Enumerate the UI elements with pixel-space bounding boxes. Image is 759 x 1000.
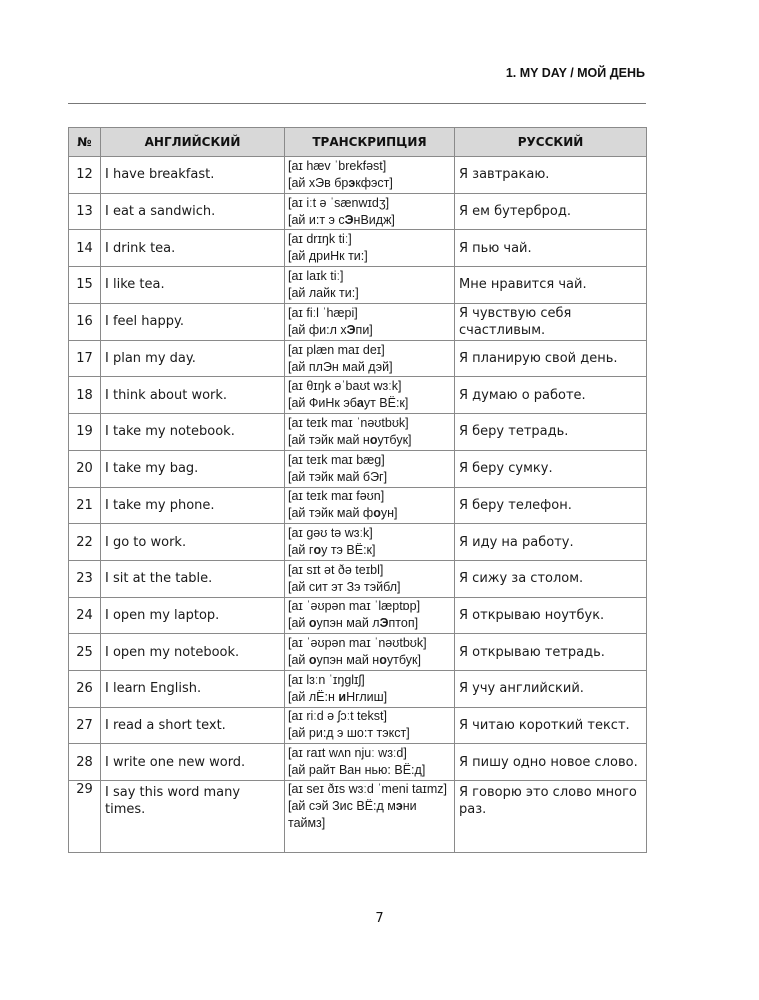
table-row xyxy=(69,781,647,853)
header-divider xyxy=(68,103,646,104)
table-row xyxy=(69,634,647,671)
table-row xyxy=(69,450,647,487)
table-row xyxy=(69,487,647,524)
english-phrase: I say this word many times. xyxy=(101,781,285,853)
transcription xyxy=(285,744,455,781)
table-row xyxy=(69,707,647,744)
transcription xyxy=(285,707,455,744)
english-phrase: I take my bag. xyxy=(101,450,285,487)
transcription xyxy=(285,193,455,230)
phonetic-segment: [ай сэй Зис ВЁ:д м xyxy=(288,799,396,813)
russian-phonetic-transcription xyxy=(288,689,451,706)
table-row xyxy=(69,597,647,634)
phonetic-segment: [ай сит эт Зэ тэйбл] xyxy=(288,579,401,594)
table-row xyxy=(69,524,647,561)
russian-translation: Я ем бутерброд. xyxy=(455,193,647,230)
table-row xyxy=(69,414,647,451)
ipa-transcription: [aɪ iːt ǝ ˈsænwɪdʒ] xyxy=(288,195,390,210)
transcription xyxy=(285,414,455,451)
phonetic-segment: ни таймз] xyxy=(288,799,417,830)
russian-translation: Я сижу за столом. xyxy=(455,560,647,597)
phonetic-segment: [ай г xyxy=(288,543,314,558)
phonetic-segment: ун] xyxy=(380,506,398,521)
english-phrase: I take my phone. xyxy=(101,487,285,524)
russian-translation: Я планирую свой день. xyxy=(455,340,647,377)
phonetic-segment: [ай фи:л х xyxy=(288,322,347,337)
row-number: 21 xyxy=(69,487,101,524)
russian-phonetic-transcription xyxy=(288,505,451,522)
phonetic-segment: пи] xyxy=(355,322,373,337)
table-row xyxy=(69,230,647,267)
row-number: 20 xyxy=(69,450,101,487)
ipa-transcription: [aɪ plæn maɪ deɪ] xyxy=(288,342,385,357)
ipa-transcription: [aɪ hæv ˈbrekfǝst] xyxy=(288,158,387,173)
transcription xyxy=(285,267,455,304)
phonetic-segment: [ай ри:д э шо:т тэкст] xyxy=(288,726,410,741)
ipa-transcription: [aɪ teɪk maɪ ˈnǝʊtbʊk] xyxy=(288,415,409,430)
ipa-transcription: [aɪ teɪk maɪ fǝʊn] xyxy=(288,489,385,504)
english-phrase: I open my laptop. xyxy=(101,597,285,634)
russian-phonetic-transcription xyxy=(288,175,451,192)
phonetic-segment: [ай тэйк май ф xyxy=(288,506,374,521)
english-phrase: I have breakfast. xyxy=(101,157,285,194)
row-number: 15 xyxy=(69,267,101,304)
phonetic-segment: [ай xyxy=(288,616,309,631)
transcription xyxy=(285,597,455,634)
ipa-transcription: [aɪ laɪk tiː] xyxy=(288,268,344,283)
english-phrase: I sit at the table. xyxy=(101,560,285,597)
phonetic-segment: [ай тэйк май н xyxy=(288,432,370,447)
russian-phonetic-transcription xyxy=(288,579,451,596)
russian-phonetic-transcription xyxy=(288,469,451,486)
table-row xyxy=(69,744,647,781)
stressed-vowel: Э xyxy=(346,322,356,337)
table-header-row xyxy=(69,128,647,157)
table-row xyxy=(69,377,647,414)
transcription xyxy=(285,487,455,524)
russian-translation: Я говорю это слово много раз. xyxy=(455,781,647,853)
stressed-vowel: о xyxy=(313,543,322,558)
ipa-transcription: [aɪ ˈǝʊpǝn maɪ ˈlæptɒp] xyxy=(288,599,421,614)
table-row xyxy=(69,193,647,230)
row-number: 27 xyxy=(69,707,101,744)
table-row xyxy=(69,340,647,377)
column-header-transcription: ТРАНСКРИПЦИЯ xyxy=(285,128,455,157)
english-phrase: I read a short text. xyxy=(101,707,285,744)
row-number: 24 xyxy=(69,597,101,634)
phonetic-segment: упэн май л xyxy=(316,616,380,631)
table-row xyxy=(69,670,647,707)
chapter-title: 1. MY DAY / МОЙ ДЕНЬ xyxy=(505,66,645,80)
phonetic-segment: [ай лЁ:н xyxy=(288,689,339,704)
russian-phonetic-transcription xyxy=(288,762,451,779)
russian-phonetic-transcription xyxy=(288,542,451,559)
phonetic-segment: [ай xyxy=(288,653,309,668)
phonetic-segment: [ай тэйк май бЭг] xyxy=(288,469,388,484)
transcription xyxy=(285,303,455,340)
russian-phonetic-transcription xyxy=(288,212,451,229)
russian-phonetic-transcription xyxy=(288,248,451,265)
russian-translation: Я открываю тетрадь. xyxy=(455,634,647,671)
row-number: 17 xyxy=(69,340,101,377)
english-phrase: I go to work. xyxy=(101,524,285,561)
row-number: 19 xyxy=(69,414,101,451)
russian-translation: Я беру сумку. xyxy=(455,450,647,487)
russian-translation: Я читаю короткий текст. xyxy=(455,707,647,744)
table-row xyxy=(69,157,647,194)
row-number: 16 xyxy=(69,303,101,340)
stressed-vowel: и xyxy=(338,689,347,704)
transcription xyxy=(285,634,455,671)
row-number: 26 xyxy=(69,670,101,707)
row-number: 29 xyxy=(69,781,101,853)
russian-phonetic-transcription xyxy=(288,285,451,302)
ipa-transcription: [aɪ riːd ǝ ʃɔːt tekst] xyxy=(288,709,387,724)
russian-phonetic-transcription xyxy=(288,798,451,832)
phonetic-segment: нВидж] xyxy=(353,212,395,227)
row-number: 18 xyxy=(69,377,101,414)
phonetic-segment: утбук] xyxy=(377,432,412,447)
ipa-transcription: [aɪ teɪk maɪ bæg] xyxy=(288,452,385,467)
phonetic-segment: [ай плЭн май дэй] xyxy=(288,359,393,374)
row-number: 13 xyxy=(69,193,101,230)
row-number: 14 xyxy=(69,230,101,267)
phonetic-segment: кфэст] xyxy=(355,175,393,190)
table-row xyxy=(69,267,647,304)
phonetic-segment: [ай хЭв бр xyxy=(288,175,349,190)
english-phrase: I write one new word. xyxy=(101,744,285,781)
russian-translation: Мне нравится чай. xyxy=(455,267,647,304)
row-number: 12 xyxy=(69,157,101,194)
phonetic-segment: ут ВЁ:к] xyxy=(363,396,409,411)
russian-phonetic-transcription xyxy=(288,359,451,376)
stressed-vowel: о xyxy=(308,616,317,631)
phonetic-segment: Нглиш] xyxy=(346,689,388,704)
table-row xyxy=(69,303,647,340)
russian-translation: Я беру телефон. xyxy=(455,487,647,524)
russian-translation: Я иду на работу. xyxy=(455,524,647,561)
ipa-transcription: [aɪ lɜːn ˈɪŋglɪʃ] xyxy=(288,672,365,687)
english-phrase: I learn English. xyxy=(101,670,285,707)
transcription xyxy=(285,377,455,414)
ipa-transcription: [aɪ gǝʊ tǝ wɜːk] xyxy=(288,526,373,541)
english-phrase: I plan my day. xyxy=(101,340,285,377)
ipa-transcription: [aɪ θɪŋk ǝˈbaʊt wɜːk] xyxy=(288,379,402,394)
russian-translation: Я пью чай. xyxy=(455,230,647,267)
russian-phonetic-transcription xyxy=(288,615,451,632)
row-number: 25 xyxy=(69,634,101,671)
phonetic-segment: у тэ ВЁ:к] xyxy=(321,543,376,558)
ipa-transcription: [aɪ raɪt wʌn njuː wɜːd] xyxy=(288,746,407,761)
transcription xyxy=(285,157,455,194)
stressed-vowel: о xyxy=(308,653,317,668)
stressed-vowel: а xyxy=(356,396,364,411)
row-number: 23 xyxy=(69,560,101,597)
ipa-transcription: [aɪ sɪt ǝt ðǝ teɪbl] xyxy=(288,562,384,577)
stressed-vowel: э xyxy=(395,799,403,813)
russian-phonetic-transcription xyxy=(288,322,451,339)
transcription xyxy=(285,450,455,487)
russian-phonetic-transcription xyxy=(288,395,451,412)
phonetic-segment: [ай ФиНк эб xyxy=(288,396,357,411)
english-phrase: I like tea. xyxy=(101,267,285,304)
russian-phonetic-transcription xyxy=(288,432,451,449)
russian-translation: Я беру тетрадь. xyxy=(455,414,647,451)
phonetic-segment: [ай дриНк ти:] xyxy=(288,249,368,264)
row-number: 28 xyxy=(69,744,101,781)
ipa-transcription: [aɪ ˈǝʊpǝn maɪ ˈnǝʊtbʊk] xyxy=(288,636,427,651)
russian-phonetic-transcription xyxy=(288,652,451,669)
page-number: 7 xyxy=(375,911,384,926)
column-header-number: № xyxy=(69,128,101,157)
russian-phonetic-transcription xyxy=(288,725,451,742)
english-phrase: I drink tea. xyxy=(101,230,285,267)
transcription xyxy=(285,781,455,853)
row-number: 22 xyxy=(69,524,101,561)
stressed-vowel: о xyxy=(373,506,381,521)
transcription xyxy=(285,340,455,377)
ipa-transcription: [aɪ fiːl ˈhæpi] xyxy=(288,305,358,320)
stressed-vowel: Э xyxy=(344,212,354,227)
russian-translation: Я чувствую себя счастливым. xyxy=(455,303,647,340)
stressed-vowel: о xyxy=(379,653,387,668)
russian-translation: Я пишу одно новое слово. xyxy=(455,744,647,781)
phonetic-segment: [ай райт Ван нью: ВЁ:д] xyxy=(288,763,426,778)
ipa-transcription: [aɪ seɪ ðɪs wɜːd ˈmeni taɪmz] xyxy=(288,782,447,796)
english-phrase: I eat a sandwich. xyxy=(101,193,285,230)
column-header-english: АНГЛИЙСКИЙ xyxy=(101,128,285,157)
ipa-transcription: [aɪ drɪŋk tiː] xyxy=(288,232,352,247)
phonetic-segment: [ай и:т э с xyxy=(288,212,345,227)
phonetic-segment: [ай лайк ти:] xyxy=(288,285,359,300)
phonetic-segment: утбук] xyxy=(386,653,421,668)
phonetic-segment: упэн май н xyxy=(316,653,380,668)
stressed-vowel: э xyxy=(348,175,356,190)
transcription xyxy=(285,524,455,561)
russian-translation: Я завтракаю. xyxy=(455,157,647,194)
table-row xyxy=(69,560,647,597)
english-phrase: I take my notebook. xyxy=(101,414,285,451)
english-phrase: I open my notebook. xyxy=(101,634,285,671)
english-phrase: I think about work. xyxy=(101,377,285,414)
russian-translation: Я учу английский. xyxy=(455,670,647,707)
transcription xyxy=(285,230,455,267)
russian-translation: Я открываю ноутбук. xyxy=(455,597,647,634)
transcription xyxy=(285,670,455,707)
stressed-vowel: о xyxy=(369,432,378,447)
vocabulary-table xyxy=(68,127,647,853)
stressed-vowel: Э xyxy=(379,616,389,631)
column-header-russian: РУССКИЙ xyxy=(455,128,647,157)
phonetic-segment: птоп] xyxy=(388,616,419,631)
russian-translation: Я думаю о работе. xyxy=(455,377,647,414)
transcription xyxy=(285,560,455,597)
english-phrase: I feel happy. xyxy=(101,303,285,340)
